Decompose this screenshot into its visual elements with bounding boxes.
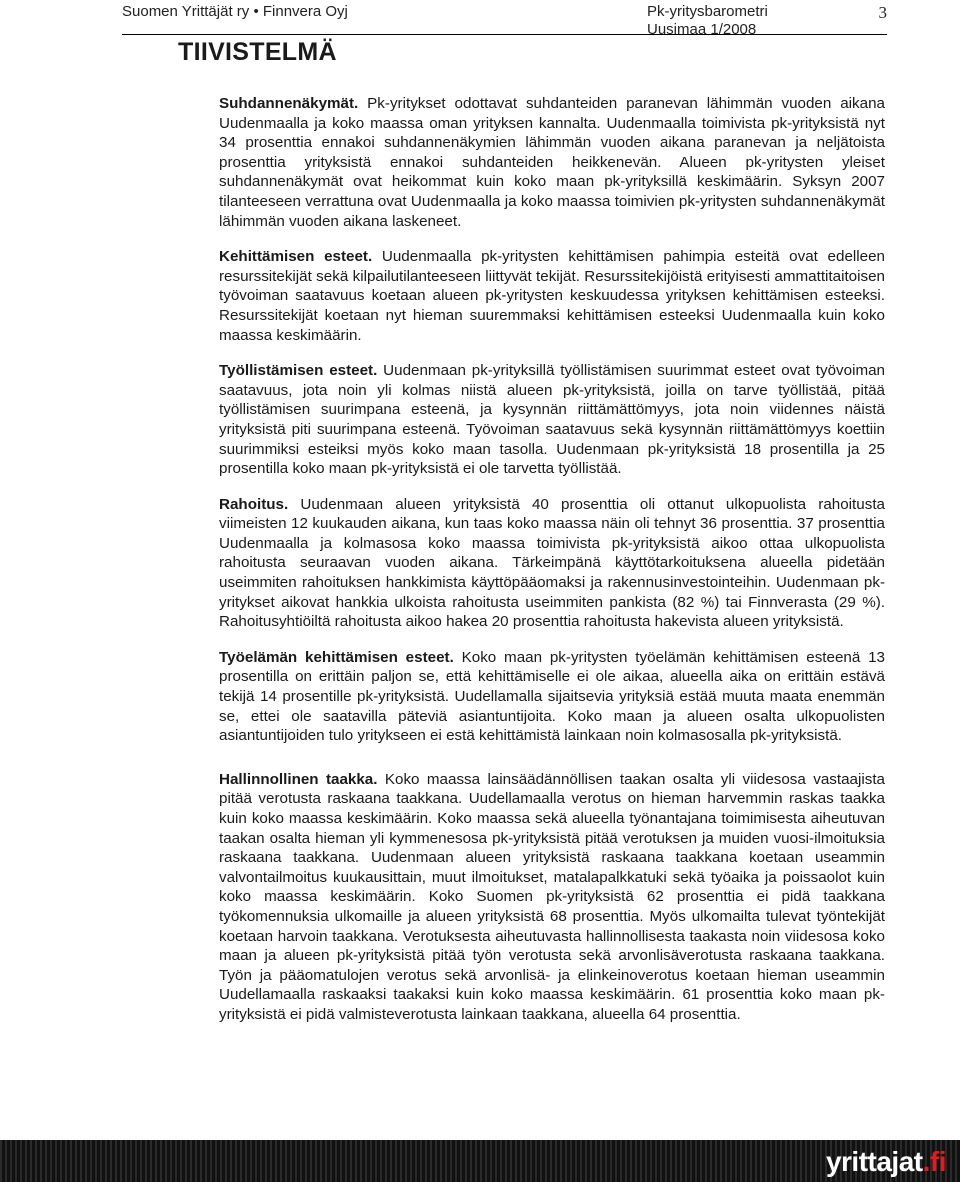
section-heading: Työllistämisen esteet. <box>219 362 378 380</box>
summary-body <box>219 94 885 1041</box>
page-header <box>122 0 887 38</box>
section-text: Koko maan pk-yritysten työelämän kehittämisen esteenä 13 prosentilla on erittäin paljon se, että kehittämiselle ei ole aikaa, alueella aika on erittäin estävä tekijä 14 prosentille pk-yrityksistä. Uudellamalla sijaitsevia yrityksiä estää muuta maata enemmän se, ettei ole saatavilla päteviä asiantuntijoita. Koko maan ja alueen osalta ulkopuolisten asiantuntijoiden tulo yritykseen ei estä kehittämistä lainkaan noin kolmasosalla pk-yrityksistä. <box>219 648 886 745</box>
page-title: TIIVISTELMÄ <box>178 38 337 66</box>
section-text: Uudenmaan pk-yrityksillä työllistämisen suurimmat esteet ovat työvoiman saatavuus, jota noin yli kolmas niistä alueen pk-yrityksistä, joilla on tarve työllistää, pitää työllistämisen suurimpana esteenä, ja kysynnän riittämättömyys, jota noin viidennes näistä yrityksistä piti suurimpana esteenä. Työvoiman saatavuus sekä kysynnän riittämättömyys koettiin suurimmiksi esteiksi myös koko maan tasolla. Uudenmaan pk-yrityksistä 18 prosentilla ja 25 prosentilla koko maan pk-yrityksistä ei ole tarvetta työllistää. <box>219 362 885 478</box>
header-organizations: Suomen Yrittäjät ry • Finnvera Oyj <box>122 3 348 20</box>
section-paragraph <box>219 648 885 746</box>
section-text: Uudenmaalla pk-yritysten kehittämisen pahimpia esteitä ovat edelleen resurssitekijät sekä kilpailutilanteeseen liittyvät tekijät. Resurssitekijöistä erityisesti ammattitaitoisen työvoiman saatavuus koetaan alueen pk-yritysten keskuudessa yrityksen kehittämisen esteeksi. Resurssitekijät koetaan nyt hieman suuremmaksi kehittämisen esteeksi Uudenmaalla kuin koko maassa keskimäärin. <box>219 248 885 344</box>
section-heading: Työelämän kehittämisen esteet. <box>219 648 454 666</box>
section-heading: Rahoitus. <box>219 495 289 513</box>
section-paragraph <box>219 247 885 345</box>
section-text: Uudenmaan alueen yrityksistä 40 prosenttia oli ottanut ulkopuolista rahoitusta viimeisten 12 kuukauden aikana, kun taas koko maassa näin oli tehnyt 36 prosenttia. 37 prosenttia Uudenmaalla ja kolmasosa koko maassa toimivista pk-yrityksistä aikoo ottaa ulkopuolista rahoitusta seuraavan vuoden aikana. Tärkeimpänä käyttötarkoituksena alueella pidetään useimmiten rahoituksen hankkimista käyttöpääomaksi ja rakennusinvestointeihin. Uudenmaan pk-yritykset aikovat hankkia ulkoista rahoitusta useimmiten pankista (82 %) tai Finnverasta (29 %). Rahoitusyhtiöiltä rahoitusta aikoo hakea 20 prosenttia rahoitusta hakevista alueen yrityksistä. <box>219 495 885 631</box>
section-text: Pk-yritykset odottavat suhdanteiden paranevan lähimmän vuoden aikana Uudenmaalla ja koko maassa oman yrityksen kannalta. Uudenmaalla toimivista pk-yrityksistä nyt 34 prosenttia ennakoi suhdannenäkymien lähimmän vuoden aikana paranevan ja neljätoista prosenttia yrityksistä ennakoi suhdanteiden heikkenevän. Alueen pk-yritysten yleiset suhdannenäkymät ovat heikommat kuin koko maan pk-yrityksillä keskimäärin. Syksyn 2007 tilanteeseen verrattuna ovat Uudenmaalla ja koko maassa toimivien pk-yritysten suhdannenäkymät lähimmän vuoden aikana laskeneet. <box>219 95 885 230</box>
publication-issue: Uusimaa 1/2008 <box>647 21 757 38</box>
section-heading: Kehittämisen esteet. <box>219 248 373 266</box>
section-paragraph <box>219 361 885 479</box>
section-text: Koko maassa lainsäädännöllisen taakan osalta yli viidesosa vastaajista pitää verotusta raskaana taakkana. Uudellamaalla verotus on hieman harvemmin raskas taakka kuin koko maassa keskimäärin. Koko maassa sekä alueella työnantajana toimimisesta aiheutuvan taakan osalta hieman yli kymmenesosa pk-yrityksistä pitää verotuksen ja muiden vuosi-ilmoituksia raskaana taakkana. Uudenmaan alueen yrityksistä raskaana taakkana koetaan useammin valvontailmoitus kuukausittain, muut ilmoitukset, matalapalkkatuki sekä työaika ja poissaolot kuin koko maassa keskimäärin. Koko Suomen pk-yrityksistä 62 prosenttia ei pidä taakkana työkomennuksia ulkomaille ja alueen yrityksistä 68 prosenttia. Myös ulkomailta tulevat työntekijät koetaan harvoin taakkana. Verotuksesta aiheutuvasta hallinnollisesta taakasta noin viidesosa koko maan ja alueen pk-yrityksistä pitää työn verotusta sekä arvonlisäverotusta raskaana taakkana. Työn ja pääomatulojen verotus sekä arvonlisä- ja elinkeinoverotus koetaan hieman useammin Uudellamaalla raskaaksi taakaksi kuin koko maassa keskimäärin. 61 prosenttia koko maan pk-yrityksistä ei pidä valmisteverotusta lainkaan taakkana, alueella 64 prosenttia. <box>219 770 886 1023</box>
logo-tld: .fi <box>922 1146 946 1177</box>
header-publication <box>647 3 768 39</box>
section-heading: Suhdannenäkymät. <box>219 95 359 112</box>
section-heading: Hallinnollinen taakka. <box>219 770 378 788</box>
page-number: 3 <box>878 3 887 22</box>
yrittajat-logo <box>826 1146 946 1178</box>
publication-title: Pk-yritysbarometri <box>647 3 768 20</box>
logo-name: yrittajat <box>825 1146 923 1177</box>
footer-bar <box>0 1140 960 1182</box>
section-paragraph <box>219 770 885 1025</box>
section-paragraph <box>219 94 885 231</box>
section-paragraph <box>219 495 885 632</box>
